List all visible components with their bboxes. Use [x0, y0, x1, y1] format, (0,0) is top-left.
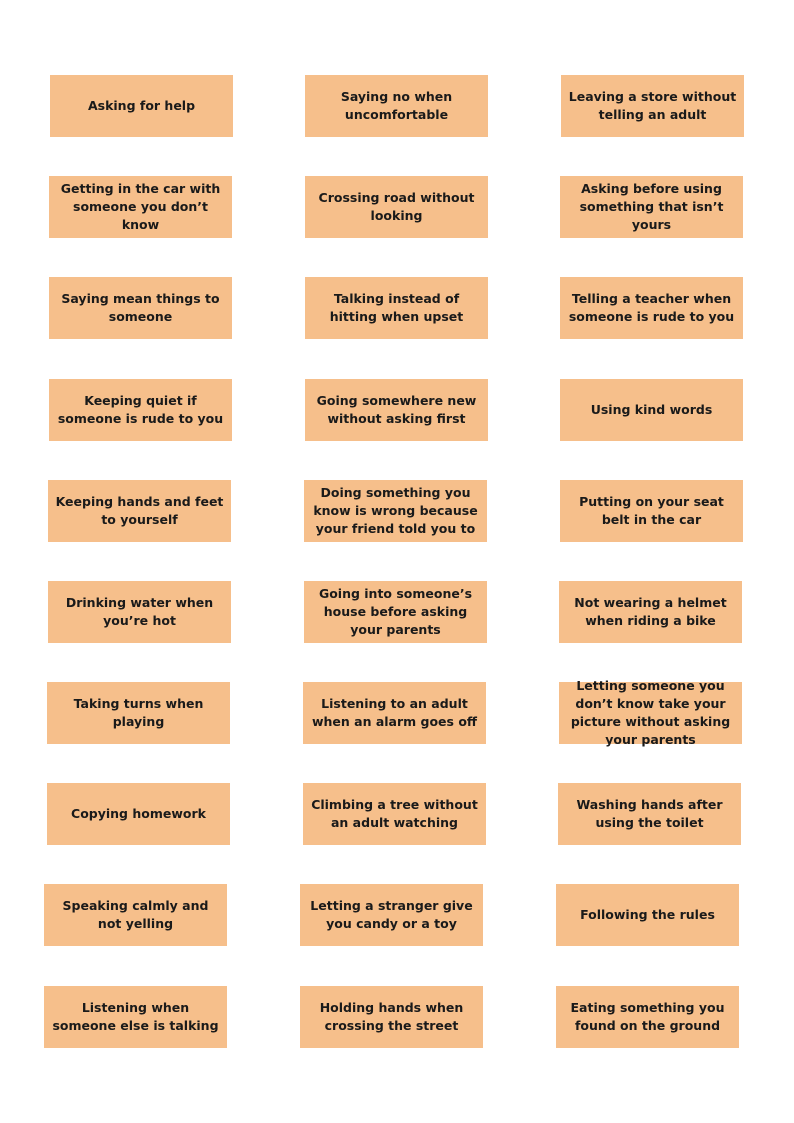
behavior-card: Going somewhere new without asking first — [305, 379, 488, 441]
behavior-card: Eating something you found on the ground — [556, 986, 739, 1048]
behavior-card: Listening when someone else is talking — [44, 986, 227, 1048]
behavior-card: Copying homework — [47, 783, 230, 845]
behavior-card: Listening to an adult when an alarm goes off — [303, 682, 486, 744]
behavior-card: Using kind words — [560, 379, 743, 441]
behavior-card: Telling a teacher when someone is rude to you — [560, 277, 743, 339]
behavior-card: Holding hands when crossing the street — [300, 986, 483, 1048]
behavior-card: Climbing a tree without an adult watching — [303, 783, 486, 845]
behavior-card: Talking instead of hitting when upset — [305, 277, 488, 339]
behavior-card: Not wearing a helmet when riding a bike — [559, 581, 742, 643]
behavior-card: Crossing road without looking — [305, 176, 488, 238]
behavior-card: Following the rules — [556, 884, 739, 946]
behavior-card: Putting on your seat belt in the car — [560, 480, 743, 542]
behavior-card: Leaving a store without telling an adult — [561, 75, 744, 137]
behavior-card: Saying mean things to someone — [49, 277, 232, 339]
behavior-card: Letting someone you don’t know take your picture without asking your parents — [559, 682, 742, 744]
behavior-card: Washing hands after using the toilet — [558, 783, 741, 845]
behavior-card: Doing something you know is wrong because your friend told you to — [304, 480, 487, 542]
behavior-card: Keeping hands and feet to yourself — [48, 480, 231, 542]
behavior-card: Saying no when uncomfortable — [305, 75, 488, 137]
behavior-card: Taking turns when playing — [47, 682, 230, 744]
behavior-card: Going into someone’s house before asking your parents — [304, 581, 487, 643]
behavior-card: Speaking calmly and not yelling — [44, 884, 227, 946]
behavior-card: Letting a stranger give you candy or a toy — [300, 884, 483, 946]
behavior-card: Keeping quiet if someone is rude to you — [49, 379, 232, 441]
behavior-card: Getting in the car with someone you don’t know — [49, 176, 232, 238]
behavior-card: Drinking water when you’re hot — [48, 581, 231, 643]
behavior-card: Asking for help — [50, 75, 233, 137]
behavior-card: Asking before using something that isn’t yours — [560, 176, 743, 238]
